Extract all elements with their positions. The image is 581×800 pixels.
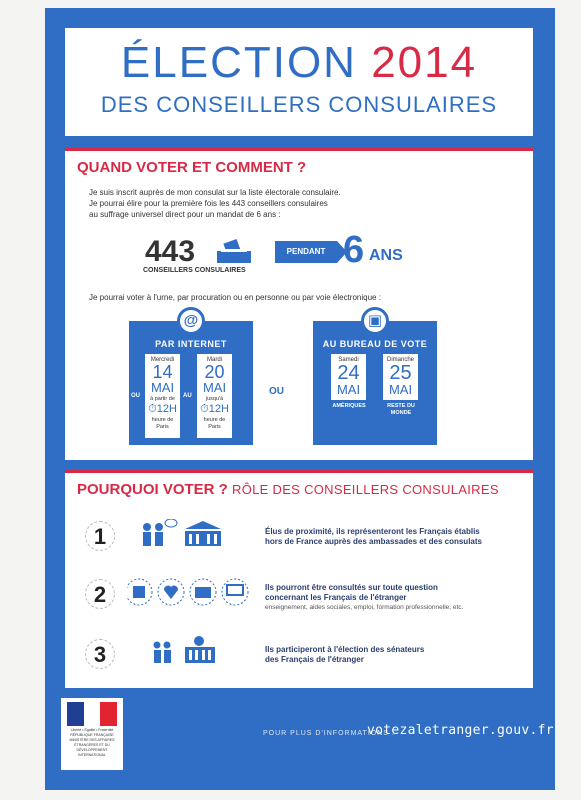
duration-number: 6 — [343, 229, 365, 271]
role-line: Élus de proximité, ils représenteront les Français établis — [265, 527, 480, 536]
month: MAI — [336, 382, 361, 397]
weekday: Mardi — [206, 357, 222, 363]
weekday: Dimanche — [386, 357, 414, 363]
more-info-label: POUR PLUS D'INFORMATIONS : — [263, 730, 395, 737]
hour: 12H — [208, 403, 229, 415]
title-word: ÉLECTION — [120, 38, 357, 87]
voting-modes-text: Je pourrai voter à l'urne, par procuration ou en personne ou par voie électronique : — [89, 293, 381, 302]
zone-label: RESTE DU MONDE — [387, 403, 415, 416]
date-note: jusqu'à — [205, 396, 224, 402]
title-year: 2014 — [371, 38, 478, 87]
duration-unit: ANS — [369, 247, 403, 264]
ballot-box-icon — [215, 237, 253, 265]
internet-vote-card — [129, 312, 253, 445]
date-box-sunday — [383, 354, 418, 400]
weekday: Samedi — [338, 357, 359, 363]
clock-icon: ⏱ — [148, 403, 157, 415]
councillor-count-label: CONSEILLERS CONSULAIRES — [143, 267, 246, 274]
day-number: 24 — [337, 362, 360, 384]
at-icon: @ — [177, 307, 205, 335]
page-title — [65, 38, 533, 88]
month: MAI — [388, 382, 413, 397]
ballot-box-icon: ▣ — [361, 307, 389, 335]
intro-line: au suffrage universel direct pour un mandat de 6 ans : — [89, 210, 281, 219]
when-how-panel — [65, 148, 533, 460]
councillor-count: 443 — [145, 235, 196, 268]
role-line: concernant les Français de l'étranger — [265, 593, 407, 602]
role-line: hors de France auprès des ambassades et des consulats — [265, 537, 482, 546]
card-title: PAR INTERNET — [155, 339, 227, 349]
poster — [45, 8, 555, 790]
heading-sub: RÔLE DES CONSEILLERS CONSULAIRES — [232, 482, 499, 497]
page-subtitle: DES CONSEILLERS CONSULAIRES — [100, 92, 498, 117]
logo-text: Liberté • Égalité • Fraternité RÉPUBLIQUE FRANÇAISE MINISTÈRE DES AFFAIRES ÉTRANGÈRES ET DU DÉVELOPPEMENT INTERNATIONAL — [69, 728, 115, 757]
flag-icon — [67, 702, 117, 726]
section-heading — [77, 481, 499, 498]
or-label: OU — [131, 393, 140, 399]
role-text — [265, 645, 424, 665]
role-text — [265, 583, 463, 613]
weekday: Mercredi — [150, 357, 175, 363]
hour: 12H — [156, 403, 177, 415]
heading-main: POURQUOI VOTER ? — [77, 481, 228, 498]
role-line: Ils pourront être consultés sur toute question — [265, 583, 438, 592]
day-number: 14 — [152, 362, 173, 382]
role-number: 2 — [85, 579, 115, 609]
website-link[interactable]: votezaletranger.gouv.fr — [367, 723, 554, 738]
timezone: heure de Paris — [203, 417, 226, 430]
polling-station-card — [313, 312, 437, 445]
or-separator: OU — [269, 386, 284, 397]
pendant-arrow: PENDANT — [275, 241, 337, 263]
date-box-saturday — [331, 354, 366, 400]
government-logo — [61, 698, 123, 770]
time — [145, 403, 180, 415]
card-title: AU BUREAU DE VOTE — [322, 339, 428, 349]
intro-line: Je pourrai élire pour la première fois les 443 conseillers consulaires — [89, 199, 328, 208]
role-number: 1 — [85, 521, 115, 551]
day-number: 25 — [389, 362, 412, 384]
zone-label: AMÉRIQUES — [332, 403, 366, 409]
services-icons — [127, 577, 257, 607]
month: MAI — [202, 380, 227, 395]
role-text — [265, 527, 482, 547]
month: MAI — [150, 380, 175, 395]
section-heading: QUAND VOTER ET COMMENT ? — [77, 159, 307, 176]
to-label: AU — [183, 393, 192, 399]
intro-line: Je suis inscrit auprès de mon consulat sur la liste électorale consulaire. — [89, 188, 341, 197]
intro-text — [89, 187, 341, 220]
title-box — [65, 28, 533, 136]
end-date-box — [197, 354, 232, 438]
why-vote-panel — [65, 470, 533, 688]
time — [197, 403, 232, 415]
clock-icon: ⏱ — [200, 403, 209, 415]
timezone: heure de Paris — [151, 417, 174, 430]
people-embassy-icon — [127, 519, 257, 549]
start-date-box — [145, 354, 180, 438]
people-senate-icon — [127, 635, 257, 665]
day-number: 20 — [204, 362, 225, 382]
date-note: à partir de — [150, 396, 175, 402]
role-number: 3 — [85, 639, 115, 669]
role-details: enseignement, aides sociales, emploi, formation professionnelle, etc. — [265, 604, 464, 611]
role-line: Ils participeront à l'élection des sénateurs — [265, 645, 425, 654]
role-line: des Français de l'étranger — [265, 655, 364, 664]
